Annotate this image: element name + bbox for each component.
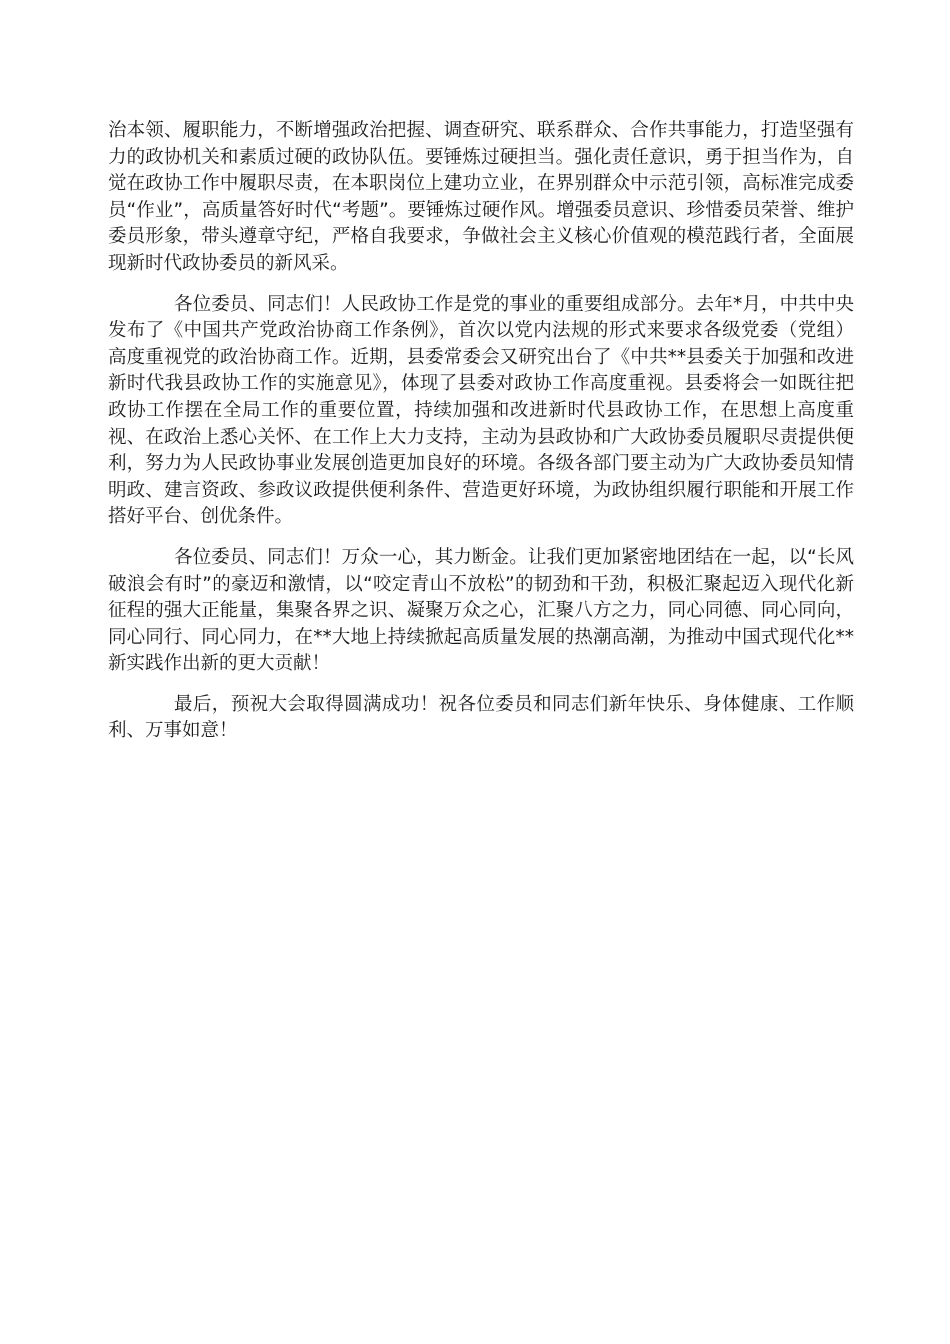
paragraph-closing-wishes: 最后，预祝大会取得圆满成功！祝各位委员和同志们新年快乐、身体健康、工作顺利、万事如意！ bbox=[108, 693, 854, 742]
paragraph-unity-call: 各位委员、同志们！万众一心，其力断金。让我们更加紧密地团结在一起，以“长风破浪会有时”的豪迈和激情，以“咬定青山不放松”的韧劲和干劲，积极汇聚起迈入现代化新征程的强大正能量，集聚各界之识、凝聚万众之心，汇聚八方之力，同心同德、同心同向，同心同行、同心同力，在**大地上持续掀起高质量发展的热潮高潮，为推动中国式现代化**新实践作出新的更大贡献！ bbox=[108, 546, 854, 675]
document-body bbox=[108, 118, 854, 745]
paragraph-continuation: 治本领、履职能力，不断增强政治把握、调查研究、联系群众、合作共事能力，打造坚强有力的政协机关和素质过硬的政协队伍。要锤炼过硬担当。强化责任意识，勇于担当作为，自觉在政协工作中履职尽责，在本职岗位上建功立业，在界别群众中示范引领，高标准完成委员“作业”，高质量答好时代“考题”。要锤炼过硬作风。增强委员意识、珍惜委员荣誉、维护委员形象，带头遵章守纪，严格自我要求，争做社会主义核心价值观的模范践行者，全面展现新时代政协委员的新风采。 bbox=[108, 120, 854, 274]
paragraph-party-leadership: 各位委员、同志们！人民政协工作是党的事业的重要组成部分。去年*月，中共中央发布了《中国共产党政治协商工作条例》，首次以党内法规的形式来要求各级党委（党组）高度重视党的政治协商工作。近期，县委常委会又研究出台了《中共**县委关于加强和改进新时代我县政协工作的实施意见》，体现了县委对政协工作高度重视。县委将会一如既往把政协工作摆在全局工作的重要位置，持续加强和改进新时代县政协工作，在思想上高度重视、在政治上悉心关怀、在工作上大力支持，主动为县政协和广大政协委员履职尽责提供便利，努力为人民政协事业发展创造更加良好的环境。各级各部门要主动为广大政协委员知情明政、建言资政、参政议政提供便利条件、营造更好环境，为政协组织履行职能和开展工作搭好平台、创优条件。 bbox=[108, 293, 854, 528]
